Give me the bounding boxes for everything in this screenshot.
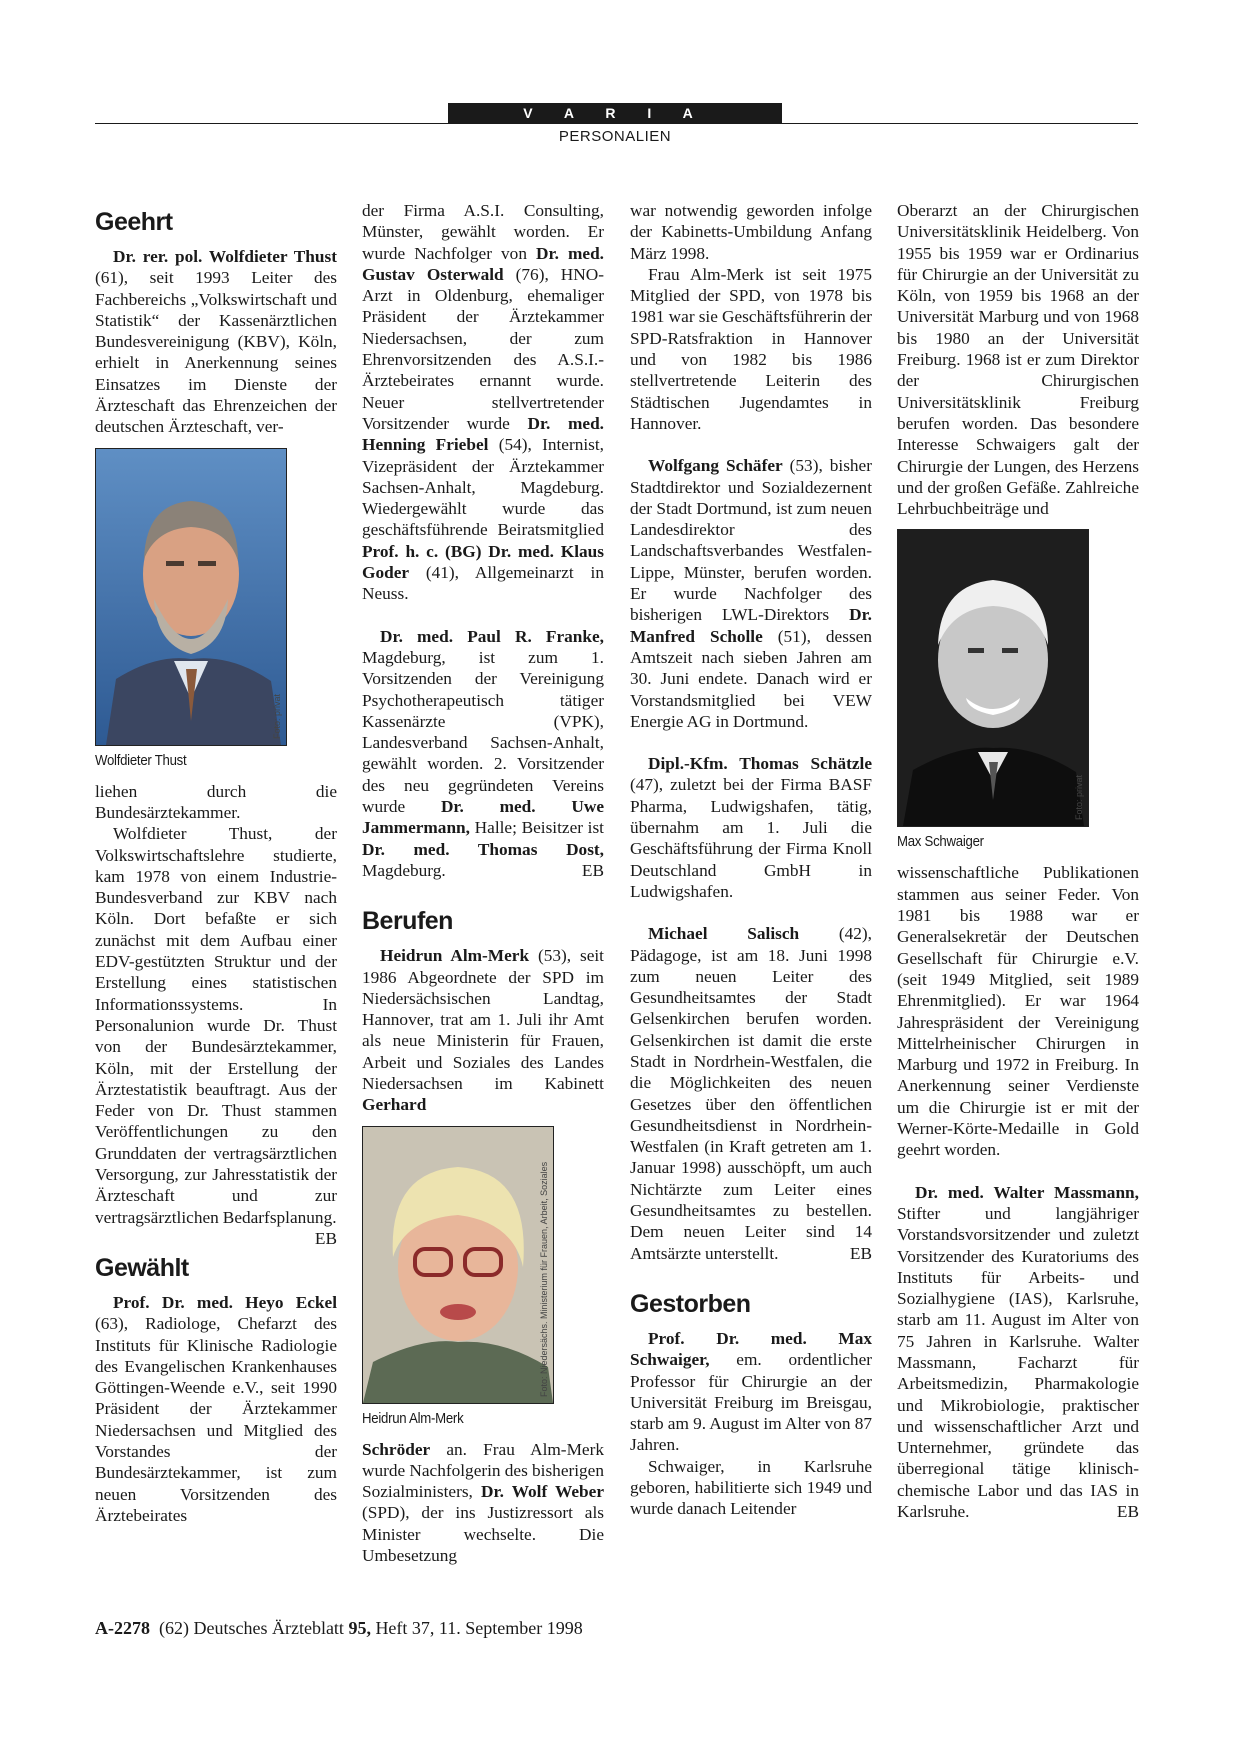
photo-credit-alm-merk: Foto: Niedersächs. Ministerium für Frauen, Arbeit, Soziales: [539, 1161, 549, 1397]
footer-text: (62) Deutsches Ärzteblatt: [150, 1618, 349, 1638]
name-friebel: Dr. med. Henning Friebel: [362, 413, 604, 455]
heading-gewaehlt: Gewählt: [95, 1253, 189, 1282]
text: Stifter und langjähriger Vorstandsvorsitzender und zuletzt Vorsitzender des Kuratoriums des Instituts für Arbeits- und Sozialhygiene (IAS), Karlsruhe, starb am 11. August im Alter von 75 Jahren in Karlsruhe. Walter Massmann, Facharzt für Arbeitsmedizin, Pharmakologie und Mikrobiologie, praktischer und wissenschaftlicher Arzt und Unternehmer, gründete das überregional tätige klinisch-chemische Labor und das IAS in Karlsruhe.: [897, 1203, 1139, 1522]
paragraph-schwaiger: [630, 1328, 872, 1456]
paragraph-thust: [95, 246, 337, 438]
photo-alm-merk: [362, 1126, 554, 1404]
name-scholle: Dr. Manfred Scholle: [630, 605, 872, 646]
text: an. Frau Alm-Merk wurde Nachfolgerin des bisherigen Sozialministers,: [362, 1439, 604, 1502]
photo-credit-schwaiger: Foto: privat: [1074, 775, 1084, 821]
name-osterwald: Dr. med. Gustav Osterwald: [362, 243, 604, 284]
text: Halle; Beisitzer ist: [470, 818, 604, 838]
name-schaetzle: Dipl.-Kfm. Thomas Schätzle: [648, 754, 872, 774]
heading-gestorben: Gestorben: [630, 1289, 751, 1318]
paragraph-massmann: [897, 1182, 1139, 1523]
name-schroeder: Schröder: [362, 1439, 431, 1459]
paragraph-alm-merk: [362, 945, 604, 1115]
name-eckel: Prof. Dr. med. Heyo Eckel: [113, 1292, 337, 1312]
column-4: [897, 200, 1139, 1522]
portrait-thust-image: [96, 449, 286, 745]
name-salisch: Michael Salisch: [648, 924, 800, 944]
paragraph-thust-bio: [95, 823, 337, 1248]
name-gerhard: Gerhard: [362, 1095, 427, 1115]
caption-alm-merk: Heidrun Alm-Merk: [362, 1409, 464, 1427]
text: (53), seit 1986 Abgeordnete der SPD im Niedersächsischen Landtag, Hannover, trat am 1. Juli ihr Amt als neue Ministerin für Frauen, Arbeit und Soziales des Landes Niedersachsen im Kabinett: [362, 946, 604, 1093]
paragraph-salisch: [630, 923, 872, 1264]
paragraph-thust-cont: liehen durch die Bundesärztekammer.: [95, 781, 337, 822]
text: (42), Pädagoge, ist am 18. Juni 1998 zum neuen Leiter des Gesundheitsamtes der Stadt Gelsenkirchen berufen worden. Gelsenkirchen ist damit die erste Stadt in Nordrhein-Westfalen, die die Möglichkeiten des neuen Gesetzes über den öffentlichen Gesundheitsdienst in Nordrhein-Westfalen (in Kraft getreten am 1. Januar 1998) ausschöpft, um auch Nichtärzte zum Leiter eines Gesundheitsamtes zu bestellen. Dem neuen Leiter sind 14 Amtsärzte unterstellt.: [630, 924, 872, 1263]
signature: EB: [849, 1243, 872, 1263]
photo-thust: [95, 448, 287, 746]
name-schwaiger: Prof. Dr. med. Max Schwaiger,: [630, 1328, 872, 1370]
name-franke: Dr. med. Paul R. Franke,: [380, 626, 604, 646]
footer-text: Heft 37, 11. September 1998: [370, 1618, 583, 1638]
name-schaefer: Wolfgang Schäfer: [648, 456, 783, 476]
paragraph-schwaiger-end: wissenschaftliche Publikationen stammen aus seiner Feder. Von 1981 bis 1988 war er Generalsekretär der Deutschen Gesellschaft für Chirurgie e.V. (seit 1949 Mitglied, seit 1989 Ehrenmitglied). Er war 1964 Jahrespräsident der Vereinigung Mittelrheinischer Chirurgen in Marburg und 1972 in Freiburg. In Anerkennung seiner Verdienste um die Chirurgie ist er mit der Werner-Körte-Medaille in Gold geehrt worden.: [897, 863, 1139, 1160]
name-alm-merk: Heidrun Alm-Merk: [380, 946, 530, 966]
signature: EB: [581, 860, 604, 880]
text: (47), zuletzt bei der Firma BASF Pharma, Ludwigshafen, tätig, übernahm am 1. Juli die Geschäftsführung der Firma Knoll Deutschland GmbH in Ludwigshafen.: [630, 775, 872, 901]
text: (53), bisher Stadtdirektor und Sozialdezernent der Stadt Dortmund, ist zum neuen Landesdirektor des Landschaftsverbandes Westfalen-Lippe, Münster, berufen worden. Er wurde Nachfolger des bisherigen LWL-Direktors: [630, 456, 872, 625]
text: Magdeburg.: [362, 860, 446, 880]
section-header: V A R I A: [448, 103, 782, 124]
text: (61), seit 1993 Leiter des Fachbereichs „Volkswirtschaft und Statistik“ der Kassenärztlichen Bundesvereinigung (KBV), Köln, erhielt in Anerkennung seines Einsatzes im Dienste der Ärzteschaft das Ehrenzeichen der deutschen Ärzteschaft, ver-: [95, 268, 337, 437]
volume-number: 95,: [348, 1618, 371, 1638]
text: (54), Internist, Vizepräsident der Ärztekammer Sachsen-Anhalt, Magdeburg. Wiedergewählt wurde das geschäftsführende Beiratsmitglied: [362, 435, 604, 540]
text: Magdeburg, ist zum 1. Vorsitzenden der Vereinigung Psychotherapeutisch tätiger Kassenärzte (VPK), Landesverband Sachsen-Anhalt, gewählt worden. 2. Vorsitzender des neu gegründeten Vereins wurde: [362, 647, 604, 817]
text: Wolfdieter Thust, der Volkswirtschaftslehre studierte, kam 1978 von einem Industrie-Bundesverband zur KBV nach Köln. Dort befaßte er sich zunächst mit dem Aufbau einer EDV-gestützten Struktur und der Erstellung eines statistischen Informationssystems. In Personalunion wurde Dr. Thust von der Bundesärztekammer, Köln, mit der Erstellung der Ärztestatistik beauftragt. Aus der Feder von Dr. Thust stammen Veröffentlichungen zu den Grunddaten der vertragsärztlichen Versorgung, zur Jahresstatistik der Ärzteschaft und zur vertragsärztlichen Bedarfsplanung.: [95, 824, 337, 1227]
portrait-schwaiger-image: [898, 530, 1088, 826]
name-goder: Prof. h. c. (BG) Dr. med. Klaus Goder: [362, 541, 604, 583]
column-2: [362, 200, 604, 1566]
page-footer: [95, 1618, 583, 1639]
paragraph-alm-merk-cont: [362, 1439, 604, 1567]
paragraph-eckel: [95, 1292, 337, 1526]
paragraph-franke: [362, 626, 604, 882]
paragraph-schwaiger-bio: Schwaiger, in Karlsruhe geboren, habilitierte sich 1949 und wurde danach Leitender: [630, 1456, 872, 1519]
heading-berufen: Berufen: [362, 907, 453, 936]
paragraph-alm-merk-bio: Frau Alm-Merk ist seit 1975 Mitglied der SPD, von 1978 bis 1981 war sie Geschäftsführerin der SPD-Ratsfraktion in Hannover und von 1982 bis 1986 stellvertretende Leiterin des Städtischen Jugendamtes in Hannover.: [630, 264, 872, 433]
heading-geehrt: Geehrt: [95, 208, 173, 236]
text: der Firma A.S.I. Consulting, Münster, gewählt worden. Er wurde Nachfolger von: [362, 201, 604, 263]
name-weber: Dr. Wolf Weber: [481, 1482, 604, 1502]
signature: EB: [1116, 1502, 1139, 1522]
text: (63), Radiologe, Chefarzt des Instituts für Klinische Radiologie des Evangelischen Krankenhauses Göttingen-Weende e.V., seit 1990 Präsident der Ärztekammer Niedersachsen und Mitglied des Vorstandes der Bundesärztekammer, ist zum neuen Vorsitzenden des Ärztebeirates: [95, 1314, 337, 1525]
paragraph-schaefer: [630, 455, 872, 732]
column-3: [630, 200, 872, 1520]
column-1: [95, 200, 337, 1526]
name-dost: Dr. med. Thomas Dost,: [362, 839, 604, 859]
text: (51), dessen Amtszeit nach sieben Jahren am 30. Juni endete. Danach wird er Vorstandsmitglied bei VEW Energie AG in Dortmund.: [630, 626, 872, 731]
photo-schwaiger: [897, 529, 1089, 827]
page-number: A-2278: [95, 1618, 150, 1638]
name-massmann: Dr. med. Walter Massmann,: [915, 1182, 1139, 1202]
signature: EB: [314, 1228, 337, 1248]
caption-thust: Wolfdieter Thust: [95, 751, 187, 769]
text: (SPD), der ins Justizressort als Minister wechselte. Die Umbesetzung: [362, 1503, 604, 1566]
paragraph-schwaiger-cont: Oberarzt an der Chirurgischen Universitätsklinik Heidelberg. Von 1955 bis 1959 war er Ordinarius für Chirurgie an der Universität zu Köln, von 1959 bis 1968 an der Universität Marburg und von 1968 bis 1980 an der Universität Freiburg. 1968 ist er zum Direktor der Chirurgischen Universitätsklinik Freiburg berufen worden. Das besondere Interesse Schwaigers galt der Chirurgie der Lungen, des Herzens und der großen Gefäße. Zahlreiche Lehrbuchbeiträge und: [897, 201, 1139, 519]
text: em. ordentlicher Professor für Chirurgie an der Universität Freiburg im Breisgau, starb am 9. August im Alter von 87 Jahren.: [630, 1350, 872, 1455]
paragraph-eckel-cont: [362, 200, 604, 605]
paragraph-alm-merk-end: war notwendig geworden infolge der Kabinetts-Umbildung Anfang März 1998.: [630, 201, 872, 263]
paragraph-schaetzle: [630, 753, 872, 902]
header-rule: [95, 123, 1138, 124]
subsection-header: PERSONALIEN: [558, 128, 672, 145]
photo-credit-thust: Foto: privat: [272, 693, 282, 739]
text: (76), HNO-Arzt in Oldenburg, ehemaliger Präsident der Ärztekammer Niedersachsen, der zum Ehrenvorsitzenden des A.S.I.-Ärztebeirates ernannt wurde. Neuer stellvertretender Vorsitzender wurde: [362, 264, 604, 433]
caption-schwaiger: Max Schwaiger: [897, 833, 984, 851]
name-jammermann: Dr. med. Uwe Jammermann,: [362, 797, 604, 838]
name-thust: Dr. rer. pol. Wolfdieter Thust: [113, 247, 337, 266]
portrait-alm-merk-image: [363, 1127, 553, 1403]
text: (41), Allgemeinarzt in Neuss.: [362, 563, 604, 604]
